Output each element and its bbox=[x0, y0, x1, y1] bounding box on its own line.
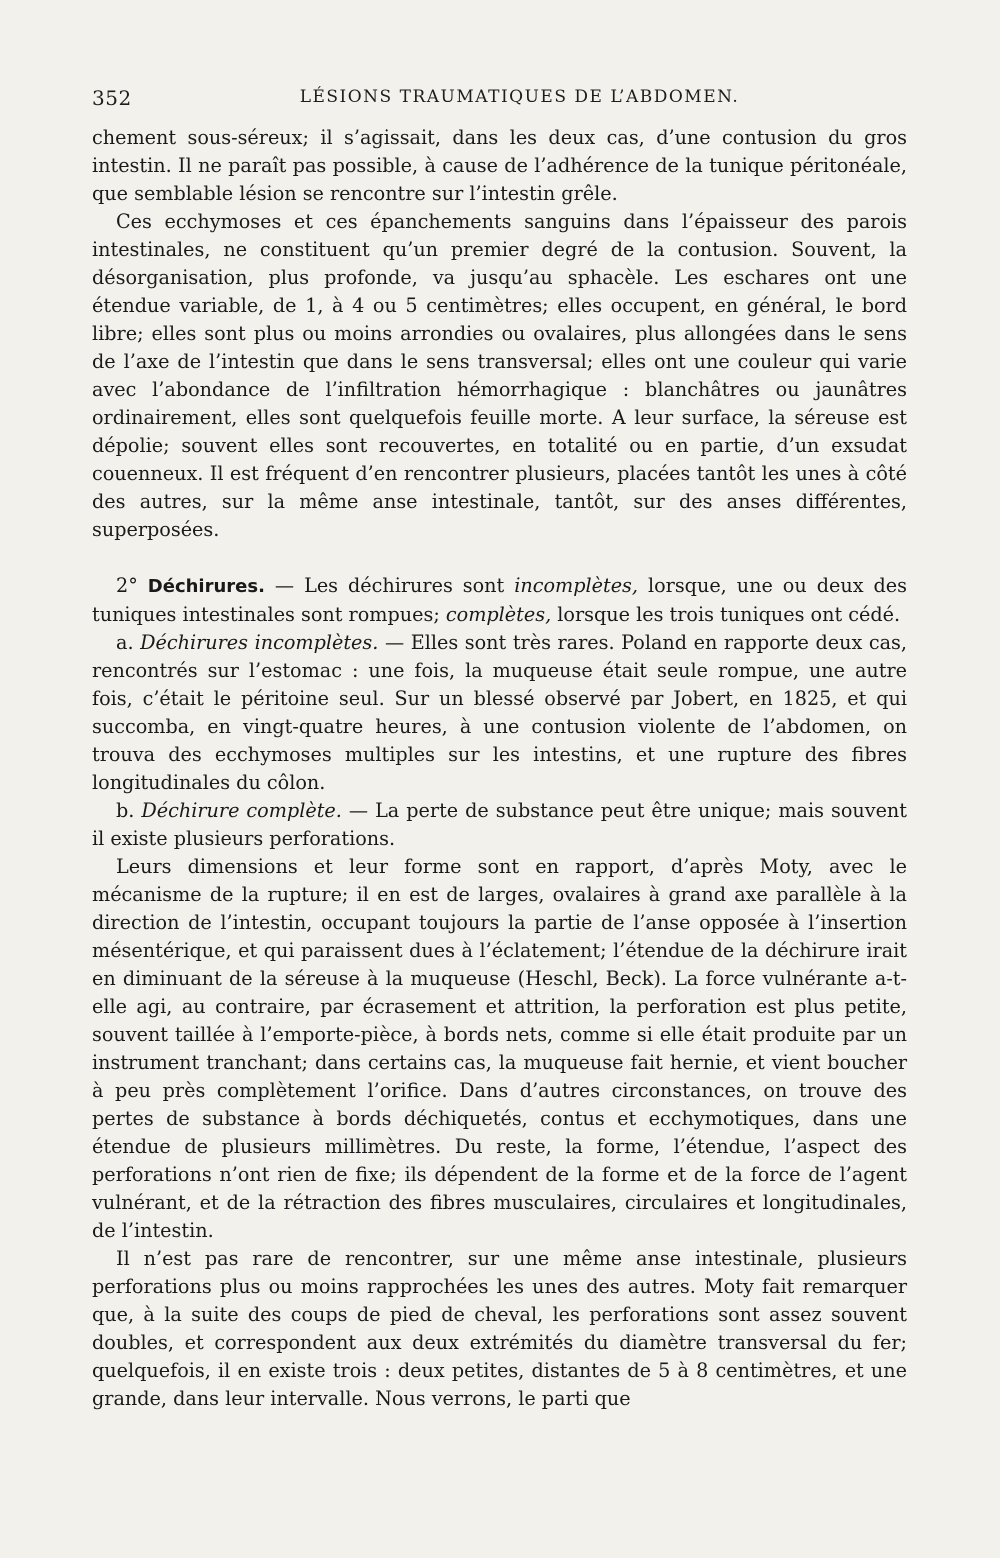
subsection-title: Déchirure complète. bbox=[141, 799, 342, 822]
paragraph-dimensions: Leurs dimensions et leur forme sont en rapport, d’après Moty, avec le mécanisme de la rupture; il en est de larges, ovalaires à grand axe parallèle à la direction de l’intestin, occupant toujours la partie de l’anse opposée à l’insertion mésentérique, et qui paraissent dues à l’éclatement; l’étendue de la déchirure irait en diminuant de la séreuse à la muqueuse (Heschl, Beck). La force vulnérante a-t-elle agi, au contraire, par écrasement et attrition, la perforation est plus petite, souvent taillée à l’emporte-pièce, à bords nets, comme si elle était produite par un instrument tranchant; dans certains cas, la muqueuse fait hernie, et vient boucher à peu près complètement l’orifice. Dans d’autres circonstances, on trouve des pertes de substance à bords déchiquetés, contus et ecchymotiques, dans une étendue de plusieurs millimètres. Du reste, la forme, l’étendue, l’aspect des perforations n’ont rien de fixe; ils dépendent de la forme et de la force de l’agent vulnérant, et de la rétraction des fibres musculaires, circulaires et longitudinales, de l’intestin. bbox=[92, 855, 907, 1242]
section-text-3: lorsque les trois tuniques ont cédé. bbox=[551, 603, 901, 626]
page-number: 352 bbox=[92, 86, 132, 110]
page-body bbox=[92, 124, 907, 1413]
section-dechirures bbox=[92, 572, 907, 629]
italic-incompletes: incomplètes, bbox=[514, 574, 638, 597]
subsection-complete bbox=[92, 797, 907, 853]
section-text-1: — Les déchirures sont bbox=[264, 574, 515, 597]
subsection-label: b. bbox=[116, 799, 142, 822]
subsection-text: — La perte de substance peut être unique; mais souvent il existe plusieurs perforations. bbox=[92, 799, 907, 850]
page-header bbox=[92, 86, 907, 116]
italic-completes: complètes, bbox=[445, 603, 552, 626]
paragraph-ecchymoses: Ces ecchymoses et ces épanchements sanguins dans l’épaisseur des parois intestinales, ne constituent qu’un premier degré de la contusion. Souvent, la désorganisation, plus profonde, va jusqu’au sphacèle. Les eschares ont une étendue variable, de 1, à 4 ou 5 centimètres; elles occupent, en général, le bord libre; elles sont plus ou moins arrondies ou ovalaires, plus allongées dans le sens de l’axe de l’intestin que dans le sens transversal; elles ont une couleur qui varie avec l’abondance de l’infiltration hémorrhagique : blanchâtres ou jaunâtres ordinairement, elles sont quelquefois feuille morte. A leur surface, la séreuse est dépolie; souvent elles sont recouvertes, en totalité ou en partie, d’un exsudat couenneux. Il est fréquent d’en rencontrer plusieurs, placées tantôt les unes à côté des autres, sur la même anse intestinale, tantôt, sur des anses différentes, superposées. bbox=[92, 210, 907, 541]
section-number: 2° bbox=[116, 574, 138, 597]
subsection-label: a. bbox=[116, 631, 141, 654]
subsection-text: — Elles sont très rares. Poland en rapporte deux cas, rencontrés sur l’estomac : une fois, la muqueuse était seule rompue, une autre fois, c’était le péritoine seul. Sur un blessé observé par Jobert, en 1825, et qui succomba, en vingt-quatre heures, à une contusion violente de l’abdomen, on trouva des ecchymoses multiples sur les intestins, et une rupture des fibres longitudinales du côlon. bbox=[92, 631, 908, 794]
paragraph-perforations: Il n’est pas rare de rencontrer, sur une même anse intestinale, plusieurs perforations plus ou moins rapprochées les unes des autres. Moty fait remarquer que, à la suite des coups de pied de cheval, les perforations sont assez souvent doubles, et correspondent aux deux extrémités du diamètre transversal du fer; quelquefois, il en existe trois : deux petites, distantes de 5 à 8 centimètres, et une grande, dans leur intervalle. Nous verrons, le parti que bbox=[92, 1247, 907, 1410]
paragraph-continuation: chement sous-séreux; il s’agissait, dans les deux cas, d’une contusion du gros intestin. Il ne paraît pas possible, à cause de l’adhérence de la tunique péritonéale, que semblable lésion se rencontre sur l’intestin grêle. bbox=[92, 126, 907, 205]
subsection-title: Déchirures incomplètes. bbox=[140, 631, 379, 654]
section-text-2: lorsque, une ou deux des tuniques intestinales sont rompues; bbox=[92, 574, 907, 626]
section-heading: Déchirures. bbox=[147, 576, 265, 597]
running-title: LÉSIONS TRAUMATIQUES DE L’ABDOMEN. bbox=[299, 87, 740, 107]
subsection-incompletes bbox=[92, 629, 907, 797]
